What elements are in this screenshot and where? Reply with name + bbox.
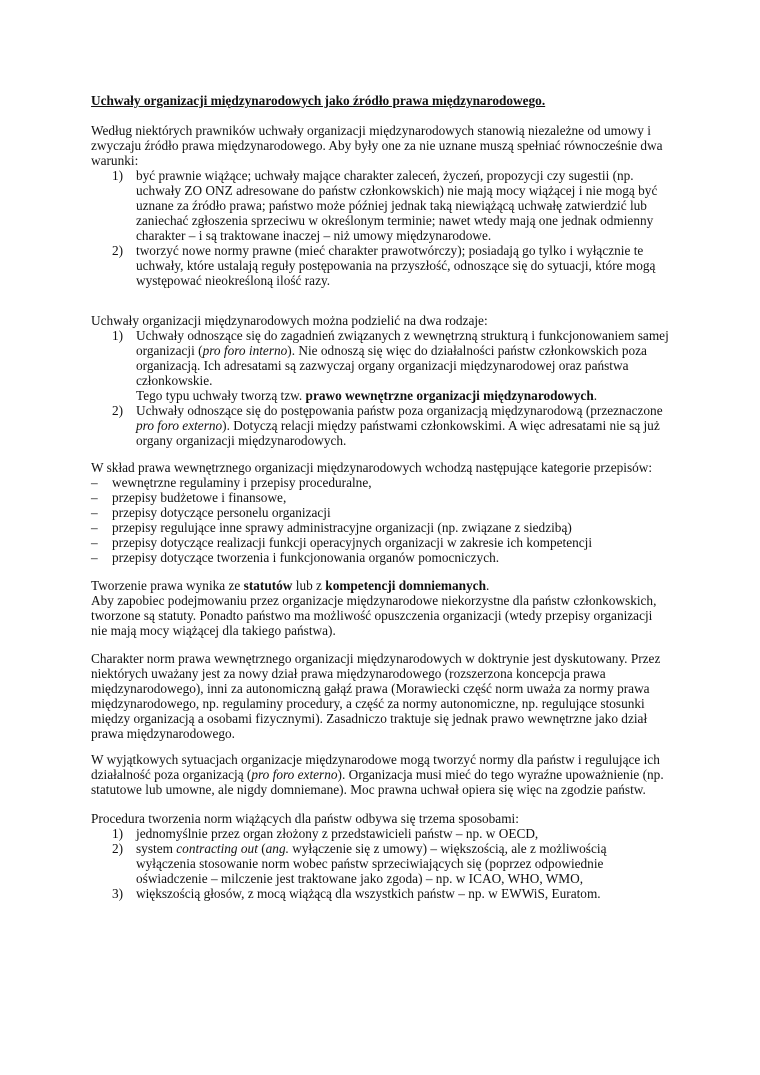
text-run: ). Nie odnoszą się więc do działalności państw członkowskich poza organizacją. Ich adresatami są zazwyczaj organy organizacji międzynarodowej oraz państwa członkowskie.: [136, 343, 647, 388]
document-title: Uchwały organizacji międzynarodowych jako źródło prawa międzynarodowego.: [91, 93, 546, 108]
text-run: .: [485, 578, 490, 593]
categories-list: [91, 475, 669, 565]
bold-term: kompetencji domniemanych: [325, 578, 486, 593]
latin-term: pro foro interno: [202, 343, 288, 358]
latin-term: contracting out: [176, 841, 258, 856]
list-number: 1): [112, 328, 124, 343]
section-resolution-types: [91, 313, 669, 448]
list-item-text: przepisy regulujące inne sprawy administracyjne organizacji (np. związane z siedzibą): [112, 520, 572, 535]
paragraph: [91, 578, 669, 593]
section-internal-law-categories: [91, 460, 669, 565]
list-item: [91, 505, 669, 520]
section-doctrine: [91, 651, 669, 741]
text-run: .: [593, 388, 598, 403]
section-intro: Procedura tworzenia norm wiążących dla państw odbywa się trzema sposobami:: [91, 811, 519, 826]
paragraph: Aby zapobiec podejmowaniu przez organizacje międzynarodowe niekorzystne dla państw członkowskich, tworzone są statuty. Ponadto państwo ma możliwość opuszczenia organizacji (wtedy przepisy organizacji nie mają mocy wiążącej dla takiego państwa).: [91, 593, 657, 638]
dash-bullet: –: [91, 490, 98, 505]
text-run: Uchwały odnoszące się do zagadnień związanych z wewnętrzną strukturą i funkcjonowaniem samej organizacji (: [136, 328, 669, 358]
section-intro: Według niektórych prawników uchwały organizacji międzynarodowych stanowią niezależne od umowy i zwyczaju źródło prawa międzynarodowego. Aby były one za nie uznane muszą spełniać równocześnie dwa warunki:: [91, 123, 663, 168]
list-item: [91, 841, 669, 886]
list-item-text: większością głosów, z mocą wiążącą dla wszystkich państw – np. w EWWiS, Euratom.: [136, 886, 601, 901]
section-statutes: [91, 578, 669, 638]
dash-bullet: –: [91, 505, 98, 520]
text-run: ). Organizacja musi mieć do tego wyraźne upoważnienie (np. statutowe lub umowne, ale nigdy domniemane). Moc prawna uchwał opiera się więc na zgodzie państw.: [91, 767, 664, 797]
dash-bullet: –: [91, 475, 98, 490]
list-item: [91, 490, 669, 505]
text-run: Tworzenie prawa wynika ze: [91, 578, 244, 593]
dash-bullet: –: [91, 520, 98, 535]
list-item-text: wewnętrzne regulaminy i przepisy proceduralne,: [112, 475, 372, 490]
procedure-list: [91, 826, 669, 901]
section-intro: W skład prawa wewnętrznego organizacji międzynarodowych wchodzą następujące kategorie przepisów:: [91, 460, 653, 475]
text-run: system: [136, 841, 177, 856]
section-procedure: [91, 811, 669, 901]
bold-term: statutów: [243, 578, 293, 593]
list-number: 2): [112, 841, 124, 856]
list-item-text: przepisy budżetowe i finansowe,: [112, 490, 287, 505]
text-run: Tego typu uchwały tworzą tzw.: [136, 388, 306, 403]
list-item: [91, 168, 669, 243]
list-item: [91, 243, 669, 288]
list-item-continuation: [136, 388, 669, 403]
list-item-text: przepisy dotyczące tworzenia i funkcjonowania organów pomocniczych.: [112, 550, 500, 565]
dash-bullet: –: [91, 550, 98, 565]
list-item: [91, 403, 669, 448]
list-item: [91, 550, 669, 565]
section-binding-conditions: [91, 123, 669, 288]
list-number: 1): [112, 826, 124, 841]
text-run: ). Dotyczą relacji między państwami członkowskimi. A więc adresatami nie są już organy organizacji międzynarodowych.: [136, 418, 660, 448]
paragraph: Charakter norm prawa wewnętrznego organizacji międzynarodowych w doktrynie jest dyskutowany. Przez niektórych uważany jest za nowy dział prawa międzynarodowego (rozszerzona koncepcja prawa międzynarodowego), inni za autonomiczną gałąź prawa (Morawiecki część norm uważa za normy prawa międzynarodowego, np. regulaminy procedury, a część za normy autonomiczne, np. regulujące stosunki między organizacją a osobami fizycznymi). Zasadniczo traktuje się jednak prawo wewnętrzne jako dział prawa międzynarodowego.: [91, 651, 661, 741]
paragraph: [91, 752, 669, 797]
types-list: [91, 328, 669, 448]
section-exceptional-norms: [91, 752, 669, 797]
list-item-text: być prawnie wiążące; uchwały mające charakter zaleceń, życzeń, propozycji czy sugestii (np. uchwały ZO ONZ adresowane do państw członkowskich) nie mają mocy wiążącej i nie mogą być uznane za źródło prawa; państwo może później jednak taką niewiążącą uchwałę zatwierdzić lub zaniechać zgłoszenia sprzeciwu w określonym terminie; nawet wtedy mają one jednak odmienny charakter – i są traktowane inaczej – niż umowy międzynarodowe.: [136, 168, 658, 243]
latin-term: ang.: [265, 841, 289, 856]
dash-bullet: –: [91, 535, 98, 550]
list-number: 2): [112, 243, 124, 258]
text-run: Uchwały odnoszące się do postępowania państw poza organizacją międzynarodową (przeznaczone: [136, 403, 663, 418]
list-item: [91, 520, 669, 535]
bold-term: prawo wewnętrzne organizacji międzynarodowych: [305, 388, 594, 403]
list-item-text: przepisy dotyczące realizacji funkcji operacyjnych organizacji w zakresie ich kompetencji: [112, 535, 593, 550]
conditions-list: [91, 168, 669, 288]
list-item: [91, 886, 669, 901]
latin-term: pro foro externo: [136, 418, 223, 433]
list-item-text: jednomyślnie przez organ złożony z przedstawicieli państw – np. w OECD,: [136, 826, 539, 841]
text-run: wyłączenie się z umowy) – większością, ale z możliwością wyłączenia stosowanie norm wobec państw sprzeciwiających się (poprzez odpowiednie oświadczenie – milczenie jest traktowane jako zgoda) – np. w ICAO, WHO, WMO,: [136, 841, 607, 886]
section-intro: Uchwały organizacji międzynarodowych można podzielić na dwa rodzaje:: [91, 313, 488, 328]
latin-term: pro foro externo: [251, 767, 338, 782]
list-item: [91, 826, 669, 841]
list-item: [91, 328, 669, 403]
list-item-text: przepisy dotyczące personelu organizacji: [112, 505, 331, 520]
list-number: 2): [112, 403, 124, 418]
list-number: 1): [112, 168, 124, 183]
list-item-text: tworzyć nowe normy prawne (mieć charakter prawotwórczy); posiadają go tylko i wyłącznie te uchwały, które ustalają reguły postępowania na przyszłość, odnoszące się do sytuacji, które mogą występować nieokreśloną ilość razy.: [136, 243, 656, 288]
text-run: lub z: [292, 578, 326, 593]
list-number: 3): [112, 886, 124, 901]
list-item: [91, 535, 669, 550]
text-run: (: [257, 841, 266, 856]
list-item: [91, 475, 669, 490]
text-run: W wyjątkowych sytuacjach organizacje międzynarodowe mogą tworzyć normy dla państw i regulujące ich działalność poza organizacją (: [91, 752, 660, 782]
